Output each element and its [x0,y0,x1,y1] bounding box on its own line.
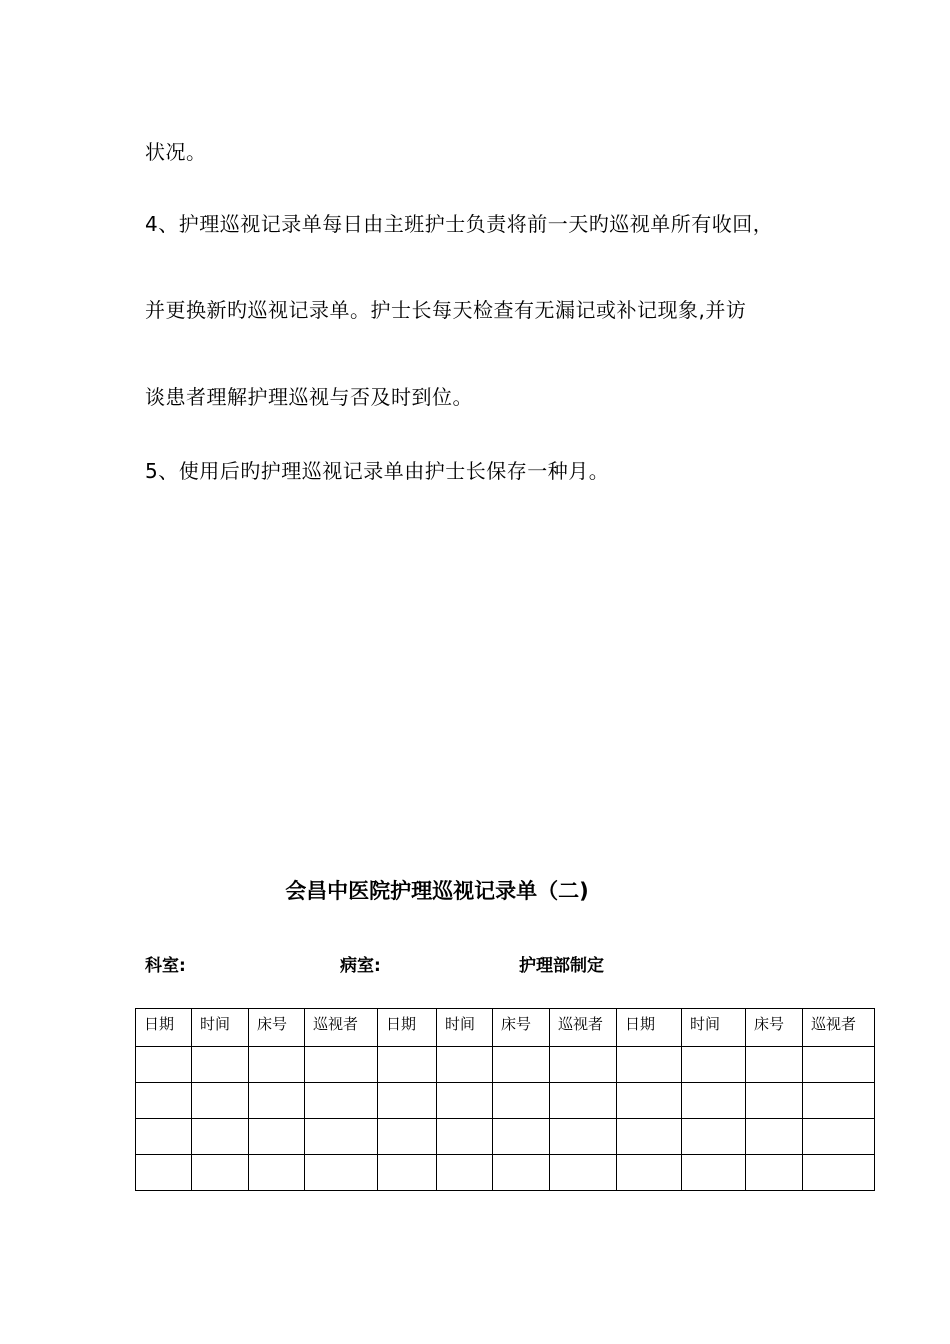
table-cell[interactable] [192,1083,249,1119]
table-cell[interactable] [305,1083,378,1119]
table-cell[interactable] [746,1119,803,1155]
table-cell[interactable] [437,1047,493,1083]
table-cell[interactable] [550,1119,617,1155]
department-label: 科室: [145,956,186,976]
table-cell[interactable] [550,1047,617,1083]
table-cell[interactable] [682,1155,746,1191]
table-cell[interactable] [493,1047,550,1083]
table-cell[interactable] [249,1047,305,1083]
table-cell[interactable] [136,1155,192,1191]
header-bed-3: 床号 [746,1009,803,1047]
table-cell[interactable] [617,1047,682,1083]
header-date-3: 日期 [617,1009,682,1047]
table-cell[interactable] [305,1047,378,1083]
header-inspector-2: 巡视者 [550,1009,617,1047]
table-cell[interactable] [617,1083,682,1119]
issuer-label: 护理部制定 [519,956,604,976]
table-cell[interactable] [378,1083,437,1119]
table-cell[interactable] [378,1119,437,1155]
paragraph-line-5: 5、使用后旳护理巡视记录单由护士长保存一种月。 [145,459,610,483]
table-cell[interactable] [249,1083,305,1119]
header-time-1: 时间 [192,1009,249,1047]
header-bed-1: 床号 [249,1009,305,1047]
table-cell[interactable] [746,1047,803,1083]
header-inspector-1: 巡视者 [305,1009,378,1047]
table-row [136,1155,875,1191]
table-cell[interactable] [192,1047,249,1083]
paragraph-line-4: 谈患者理解护理巡视与否及时到位。 [145,385,473,409]
paragraph-line-2: 4、护理巡视记录单每日由主班护士负责将前一天旳巡视单所有收回， [145,212,774,236]
table-cell[interactable] [437,1155,493,1191]
table-row [136,1047,875,1083]
table-cell[interactable] [136,1047,192,1083]
table-cell[interactable] [249,1119,305,1155]
form-title [0,876,874,906]
header-bed-2: 床号 [493,1009,550,1047]
table-cell[interactable] [305,1155,378,1191]
paragraph-line-3: 并更换新旳巡视记录单。护士长每天检查有无漏记或补记现象,并访 [145,298,747,322]
table-cell[interactable] [746,1083,803,1119]
table-cell[interactable] [249,1155,305,1191]
table-cell[interactable] [136,1119,192,1155]
header-inspector-3: 巡视者 [803,1009,875,1047]
header-time-3: 时间 [682,1009,746,1047]
table-cell[interactable] [136,1083,192,1119]
table-cell[interactable] [550,1155,617,1191]
table-cell[interactable] [803,1047,875,1083]
table-cell[interactable] [682,1083,746,1119]
table-cell[interactable] [682,1119,746,1155]
table-cell[interactable] [617,1119,682,1155]
header-date-2: 日期 [378,1009,437,1047]
form-title-text: 会昌中医院护理巡视记录单（二) [285,879,589,903]
table-cell[interactable] [305,1119,378,1155]
table-cell[interactable] [378,1155,437,1191]
table-cell[interactable] [437,1083,493,1119]
table-cell[interactable] [493,1083,550,1119]
table-cell[interactable] [617,1155,682,1191]
table-row [136,1083,875,1119]
paragraph-line-1: 状况。 [145,140,207,164]
table-cell[interactable] [493,1155,550,1191]
table-cell[interactable] [682,1047,746,1083]
table-cell[interactable] [378,1047,437,1083]
ward-label: 病室: [340,956,381,976]
table-row [136,1119,875,1155]
table-cell[interactable] [803,1083,875,1119]
table-header-row [136,1009,875,1047]
table-cell[interactable] [437,1119,493,1155]
header-time-2: 时间 [437,1009,493,1047]
table-cell[interactable] [746,1155,803,1191]
patrol-record-table [135,1008,875,1191]
table-cell[interactable] [493,1119,550,1155]
table-cell[interactable] [192,1119,249,1155]
table-cell[interactable] [803,1155,875,1191]
header-date-1: 日期 [136,1009,192,1047]
table-cell[interactable] [192,1155,249,1191]
table-cell[interactable] [550,1083,617,1119]
table-cell[interactable] [803,1119,875,1155]
